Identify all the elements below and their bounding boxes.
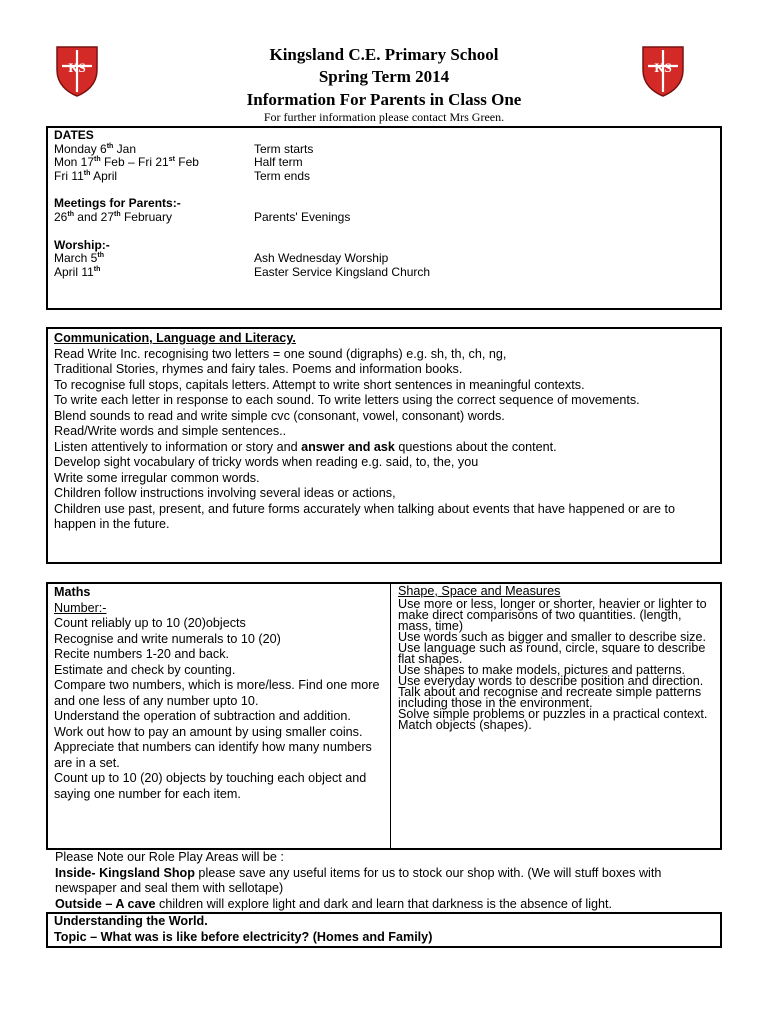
cll-line: Read Write Inc. recognising two letters = one sound (digraphs) e.g. sh, th, ch, ng, [54, 346, 507, 361]
page-title: Information For Parents in Class One [246, 90, 522, 109]
number-subheading: Number:- [54, 600, 107, 615]
maths-section [46, 582, 722, 850]
school-name: Kingsland C.E. Primary School [269, 45, 499, 64]
term-title: Spring Term 2014 [318, 67, 450, 86]
date-cell: 26th and 27th February [54, 209, 172, 224]
cll-heading: Communication, Language and Literacy. [54, 331, 296, 345]
date-cell: Fri 11th April [54, 168, 118, 183]
event-cell: Easter Service Kingsland Church [254, 264, 431, 279]
cll-section [46, 327, 722, 564]
date-row [54, 143, 714, 157]
utw-topic: Topic – What was is like before electricity? (Homes and Family) [54, 929, 433, 944]
roleplay-inside: Inside- Kingsland Shop please save any useful items for us to stock our shop with. (We will stuff boxes with newspaper and seal them with sellotape) [55, 865, 662, 895]
dates-list [54, 143, 714, 184]
date-cell: April 11th [54, 264, 101, 279]
event-cell: Half term [254, 155, 303, 170]
cll-line: Children follow instructions involving several ideas or actions, [54, 486, 396, 500]
maths-heading: Maths [54, 585, 91, 599]
ssm-item: Talk about and recognise and recreate simple patterns including those in the environment. [398, 685, 702, 710]
ssm-item: Use language such as round, circle, square to describe flat shapes. [398, 641, 706, 666]
date-row [54, 170, 714, 184]
maths-item: Compare two numbers, which is more/less. Find one more and one less of any number upto 10. [54, 678, 380, 708]
maths-item: Estimate and check by counting. [54, 662, 236, 677]
date-cell: Monday 6th Jan [54, 141, 136, 156]
roleplay-note [55, 850, 725, 912]
event-cell: Term starts [254, 141, 314, 156]
date-row [54, 156, 714, 170]
maths-item: Recite numbers 1-20 and back. [54, 647, 230, 661]
cll-line: To write each letter in response to each sound. To write letters using the correct sequence of movements. [54, 393, 640, 407]
ssm-item: Use everyday words to describe position and direction. [398, 674, 704, 688]
cll-listen-line: Listen attentively to information or story and answer and ask questions about the content. [54, 439, 557, 454]
ssm-item: Match objects (shapes). [398, 718, 532, 732]
cll-line: To recognise full stops, capitals letters. Attempt to write short sentences in meaningful contexts. [54, 377, 585, 392]
event-cell: Term ends [254, 168, 311, 183]
cll-line: Develop sight vocabulary of tricky words when reading e.g. said, to, the, you [54, 455, 479, 469]
utw-heading: Understanding the World. [54, 914, 208, 928]
cll-line: Traditional Stories, rhymes and fairy tales. Poems and information books. [54, 362, 463, 376]
svg-text:KS: KS [68, 60, 86, 75]
roleplay-intro: Please Note our Role Play Areas will be : [55, 850, 284, 864]
date-cell: March 5th [54, 251, 104, 266]
ssm-list [398, 599, 713, 731]
date-row [54, 211, 714, 225]
dates-section [46, 126, 722, 310]
date-row [54, 266, 714, 280]
roleplay-outside: Outside – A cave children will explore light and dark and learn that darkness is the absence of light. [55, 896, 612, 911]
maths-item: Count up to 10 (20) objects by touching each object and saying one number for each item. [54, 771, 367, 801]
date-row [54, 252, 714, 266]
cll-list [54, 347, 714, 440]
maths-item: Recognise and write numerals to 10 (20) [54, 631, 281, 646]
understanding-world-section [46, 912, 722, 948]
ssm-heading: Shape, Space and Measures [398, 584, 561, 598]
contact-line: For further information please contact Mrs Green. [263, 110, 505, 124]
meetings-list [54, 211, 714, 225]
cll-line: Children use past, present, and future forms accurately when talking about events that have happened or are to happen in the future. [54, 501, 675, 531]
ssm-item: Solve simple problems or puzzles in a practical context. [398, 707, 708, 721]
cll-list-2 [54, 455, 714, 533]
event-cell: Ash Wednesday Worship [254, 251, 389, 266]
maths-list [54, 616, 384, 802]
maths-item: Understand the operation of subtraction and addition. [54, 709, 351, 723]
date-cell: Mon 17th Feb – Fri 21st Feb [54, 155, 199, 170]
maths-item: Count reliably up to 10 (20)objects [54, 616, 246, 630]
cll-line: Blend sounds to read and write simple cvc (consonant, vowel, consonant) words. [54, 408, 505, 423]
event-cell: Parents' Evenings [254, 209, 351, 224]
ssm-item: Use words such as bigger and smaller to describe size. [398, 630, 706, 644]
meetings-heading: Meetings for Parents:- [54, 196, 181, 211]
maths-item: Work out how to pay an amount by using smaller coins. [54, 724, 363, 739]
cll-line: Write some irregular common words. [54, 470, 260, 485]
maths-item: Appreciate that numbers can identify how many numbers are in a set. [54, 740, 372, 770]
worship-list [54, 252, 714, 279]
ssm-item: Use shapes to make models, pictures and patterns. [398, 663, 686, 677]
ssm-item: Use more or less, longer or shorter, heavier or lighter to make direct comparisons of two quantities. (length, mass, time) [398, 597, 707, 633]
dates-heading: DATES [54, 128, 94, 142]
maths-ssm-column [391, 584, 720, 848]
maths-number-column [48, 584, 391, 848]
svg-text:KS: KS [654, 60, 672, 75]
worship-heading: Worship:- [54, 237, 110, 252]
cll-line: Read/Write words and simple sentences.. [54, 424, 287, 438]
